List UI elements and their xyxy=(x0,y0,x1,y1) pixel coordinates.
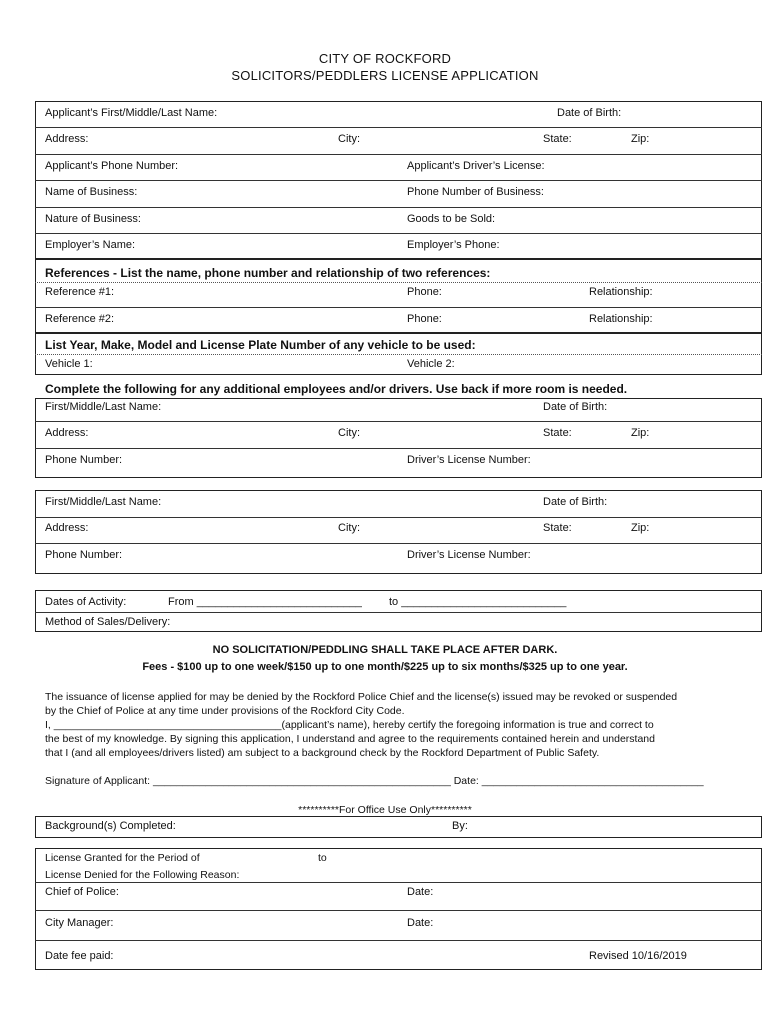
applicant-city-field[interactable]: City: xyxy=(338,133,360,145)
page-title: SOLICITORS/PEDDLERS LICENSE APPLICATION xyxy=(231,68,539,83)
divider xyxy=(35,543,762,544)
reference-2-phone-field[interactable]: Phone: xyxy=(407,313,442,325)
employee-1-license-field[interactable]: Driver’s License Number: xyxy=(407,454,531,466)
office-use-heading: **********For Office Use Only********** xyxy=(298,804,472,816)
certification-line-3[interactable]: I, _______________________________________(applicant’s name), hereby certify the foregoing information is true and correct to xyxy=(45,719,654,731)
notice-fees: Fees - $100 up to one week/$150 up to one month/$225 up to six months/$325 up to one year. xyxy=(142,661,628,673)
activity-to-field[interactable]: to ___________________________ xyxy=(389,596,567,608)
certification-line-5: that I (and all employees/drivers listed) am subject to a background check by the Rockford Department of Public Safety. xyxy=(45,747,600,759)
employee-2-phone-field[interactable]: Phone Number: xyxy=(45,549,123,561)
background-completed-field[interactable]: Background(s) Completed: xyxy=(45,820,176,832)
vehicles-heading: List Year, Make, Model and License Plate Number of any vehicle to be used: xyxy=(45,338,476,352)
city-manager-field[interactable]: City Manager: xyxy=(45,917,114,929)
divider xyxy=(35,207,762,208)
employee-1-address-field[interactable]: Address: xyxy=(45,427,89,439)
employee-2-state-field[interactable]: State: xyxy=(543,522,572,534)
divider xyxy=(35,910,762,911)
employer-phone-field[interactable]: Employer’s Phone: xyxy=(407,239,500,251)
applicant-zip-field[interactable]: Zip: xyxy=(631,133,650,145)
employee-1-dob-field[interactable]: Date of Birth: xyxy=(543,401,608,413)
revised-date: Revised 10/16/2019 xyxy=(589,950,687,962)
applicant-dob-field[interactable]: Date of Birth: xyxy=(557,107,622,119)
employees-heading: Complete the following for any additional employees and/or drivers. Use back if more room is needed. xyxy=(45,382,628,396)
reference-2-relationship-field[interactable]: Relationship: xyxy=(589,313,653,325)
divider xyxy=(35,154,762,155)
employee-1-city-field[interactable]: City: xyxy=(338,427,360,439)
employee-2-address-field[interactable]: Address: xyxy=(45,522,89,534)
business-nature-field[interactable]: Nature of Business: xyxy=(45,213,141,225)
business-name-field[interactable]: Name of Business: xyxy=(45,186,138,198)
license-granted-field[interactable]: License Granted for the Period of xyxy=(45,852,200,864)
method-of-sales-field[interactable]: Method of Sales/Delivery: xyxy=(45,616,171,628)
dates-of-activity-label: Dates of Activity: xyxy=(45,596,127,608)
page-title-city: CITY OF ROCKFORD xyxy=(318,51,452,66)
employee-2-zip-field[interactable]: Zip: xyxy=(631,522,650,534)
employee-1-state-field[interactable]: State: xyxy=(543,427,572,439)
vehicle-2-field[interactable]: Vehicle 2: xyxy=(407,358,455,370)
divider xyxy=(35,421,762,422)
notice-after-dark: NO SOLICITATION/PEDDLING SHALL TAKE PLACE AFTER DARK. xyxy=(212,644,558,656)
reference-1-phone-field[interactable]: Phone: xyxy=(407,286,442,298)
reference-2-field[interactable]: Reference #2: xyxy=(45,313,115,325)
divider xyxy=(35,940,762,941)
employer-name-field[interactable]: Employer’s Name: xyxy=(45,239,136,251)
employee-2-license-field[interactable]: Driver’s License Number: xyxy=(407,549,531,561)
divider xyxy=(35,282,762,283)
employee-2-city-field[interactable]: City: xyxy=(338,522,360,534)
divider xyxy=(35,307,762,308)
reference-1-field[interactable]: Reference #1: xyxy=(45,286,115,298)
divider xyxy=(35,517,762,518)
business-phone-field[interactable]: Phone Number of Business: xyxy=(407,186,544,198)
applicant-signature-field[interactable]: Signature of Applicant: ___________________________________________________ Date: ______________________________________ xyxy=(45,775,704,787)
applicant-name-field[interactable]: Applicant’s First/Middle/Last Name: xyxy=(45,107,218,119)
divider xyxy=(35,448,762,449)
divider xyxy=(35,127,762,128)
divider xyxy=(35,233,762,234)
certification-line-1: The issuance of license applied for may be denied by the Rockford Police Chief and the license(s) issued may be revoked or suspended xyxy=(45,691,678,703)
employee-1-phone-field[interactable]: Phone Number: xyxy=(45,454,123,466)
vehicle-1-field[interactable]: Vehicle 1: xyxy=(45,358,93,370)
certification-line-4: the best of my knowledge. By signing this application, I understand and agree to the requirements contained herein and understand xyxy=(45,733,655,745)
applicant-license-field[interactable]: Applicant’s Driver’s License: xyxy=(407,160,545,172)
employee-1-zip-field[interactable]: Zip: xyxy=(631,427,650,439)
applicant-state-field[interactable]: State: xyxy=(543,133,572,145)
date-fee-paid-field[interactable]: Date fee paid: xyxy=(45,950,114,962)
references-heading: References - List the name, phone number and relationship of two references: xyxy=(45,266,491,280)
certification-line-2: by the Chief of Police at any time under provisions of the Rockford City Code. xyxy=(45,705,405,717)
chief-date-field[interactable]: Date: xyxy=(407,886,434,898)
employee-2-dob-field[interactable]: Date of Birth: xyxy=(543,496,608,508)
applicant-address-field[interactable]: Address: xyxy=(45,133,89,145)
chief-of-police-field[interactable]: Chief of Police: xyxy=(45,886,119,898)
divider xyxy=(35,882,762,883)
reference-1-relationship-field[interactable]: Relationship: xyxy=(589,286,653,298)
license-granted-to-field[interactable]: to xyxy=(318,852,327,864)
divider xyxy=(35,612,762,613)
manager-date-field[interactable]: Date: xyxy=(407,917,434,929)
license-denied-field[interactable]: License Denied for the Following Reason: xyxy=(45,869,240,881)
divider xyxy=(35,180,762,181)
goods-field[interactable]: Goods to be Sold: xyxy=(407,213,496,225)
divider xyxy=(35,354,762,355)
background-by-field[interactable]: By: xyxy=(452,820,468,832)
employee-1-name-field[interactable]: First/Middle/Last Name: xyxy=(45,401,162,413)
employee-2-name-field[interactable]: First/Middle/Last Name: xyxy=(45,496,162,508)
applicant-phone-field[interactable]: Applicant’s Phone Number: xyxy=(45,160,179,172)
activity-from-field[interactable]: From ___________________________ xyxy=(168,596,362,608)
